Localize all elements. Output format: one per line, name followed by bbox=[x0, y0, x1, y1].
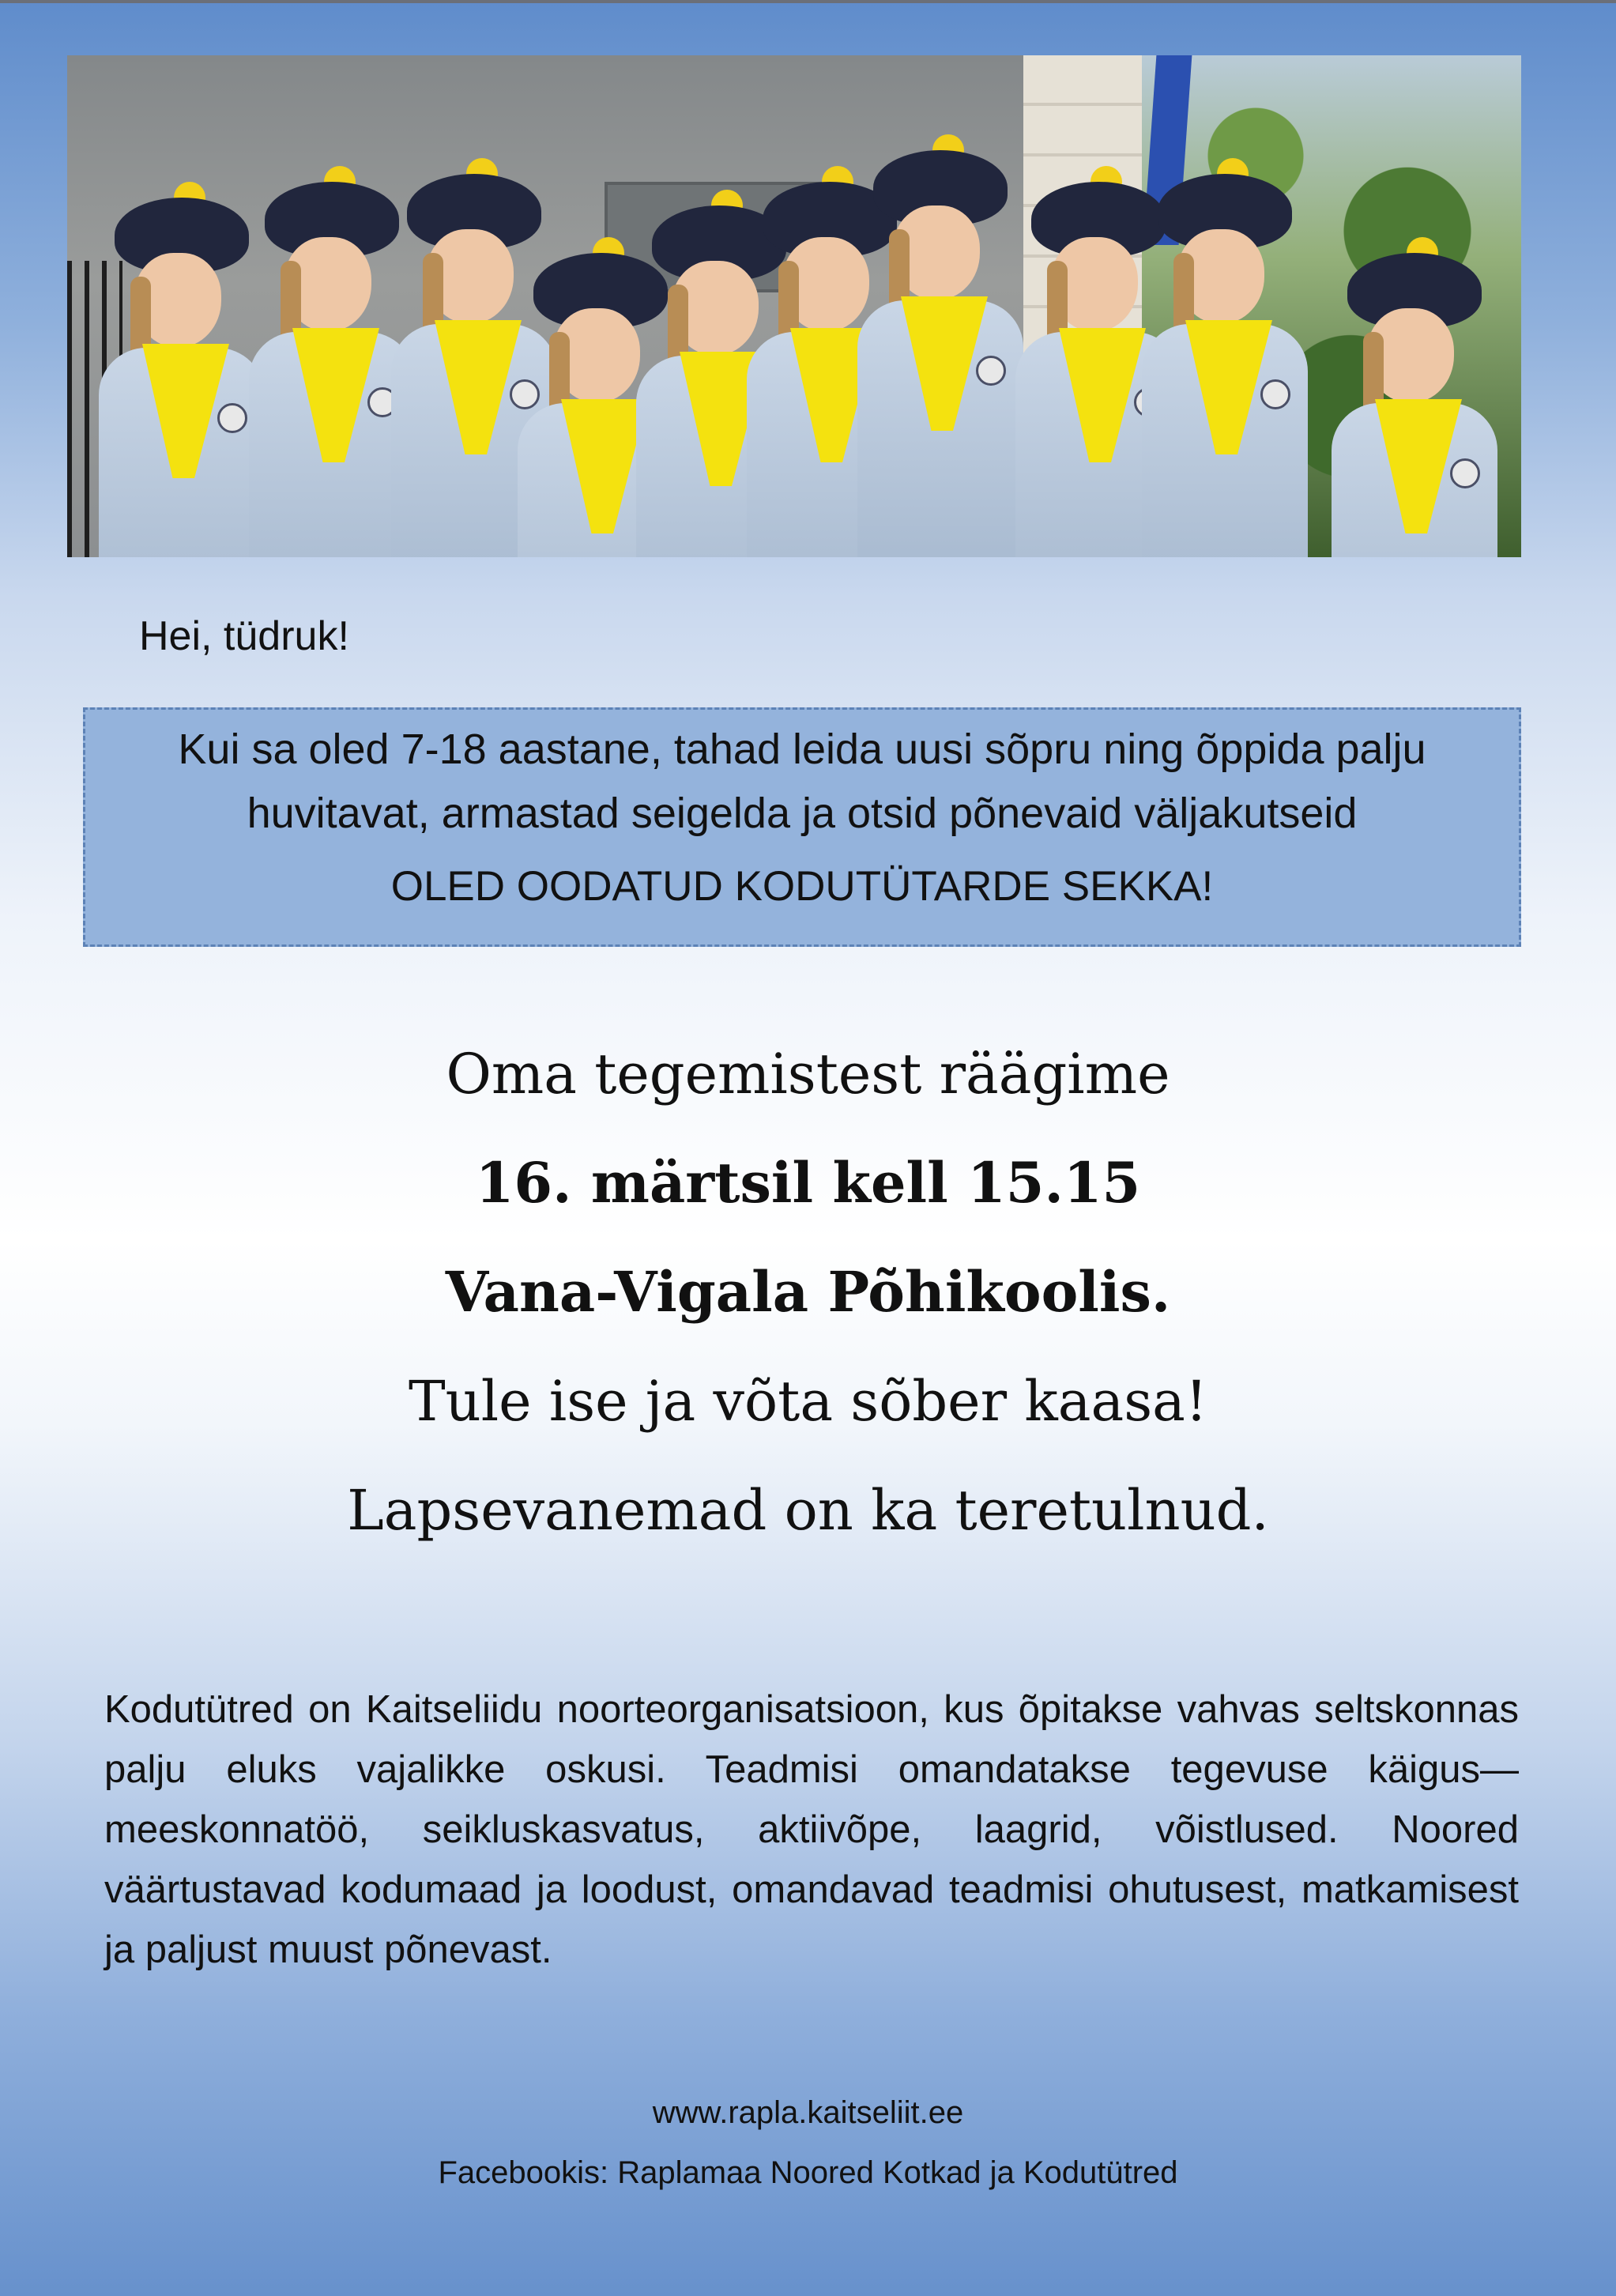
header-photo bbox=[67, 55, 1521, 557]
event-location: Vana-Vigala Põhikoolis. bbox=[445, 1259, 1171, 1325]
event-parents-note: Lapsevanemad on ka teretulnud. bbox=[347, 1478, 1269, 1543]
girl-figure bbox=[1142, 174, 1308, 557]
website-link[interactable]: www.rapla.kaitseliit.ee bbox=[652, 2095, 964, 2130]
top-border-line bbox=[0, 0, 1616, 3]
organization-description: Kodutütred on Kaitseliidu noorteorganisatsioon, kus õpitakse vahvas seltskonnas palju eluks vajalikke oskusi. Teadmisi omandatakse tegevuse käigus—meeskonnatöö, seikluskasvatus, aktiivõpe, laagrid, võistlused. Noored väärtustavad kodumaad ja loodust, omandavad teadmisi ohutusest, matkamisest ja paljust muust põnevast. bbox=[104, 1688, 1519, 1971]
girl-figure bbox=[99, 198, 265, 557]
intro-text: Kui sa oled 7-18 aastane, tahad leida uusi sõpru ning õppida palju huvitavat, armastad seigelda ja otsid põnevaid väljakutseid bbox=[178, 726, 1426, 837]
girl-figure bbox=[857, 150, 1023, 557]
footer bbox=[0, 2083, 1616, 2203]
facebook-info: Facebookis: Raplamaa Noored Kotkad ja Kodutütred bbox=[438, 2155, 1178, 2190]
intro-box bbox=[83, 707, 1521, 947]
girl-figure bbox=[249, 182, 415, 557]
girl-figure bbox=[1332, 253, 1497, 557]
event-invite: Tule ise ja võta sõber kaasa! bbox=[408, 1369, 1207, 1434]
event-date-time: 16. märtsil kell 15.15 bbox=[475, 1150, 1141, 1216]
event-announcement bbox=[0, 1020, 1616, 1565]
event-line: Oma tegemistest räägime bbox=[446, 1042, 1170, 1107]
greeting: Hei, tüdruk! bbox=[139, 613, 349, 659]
intro-callout: OLED OODATUD KODUTÜTARDE SEKKA! bbox=[390, 863, 1214, 910]
